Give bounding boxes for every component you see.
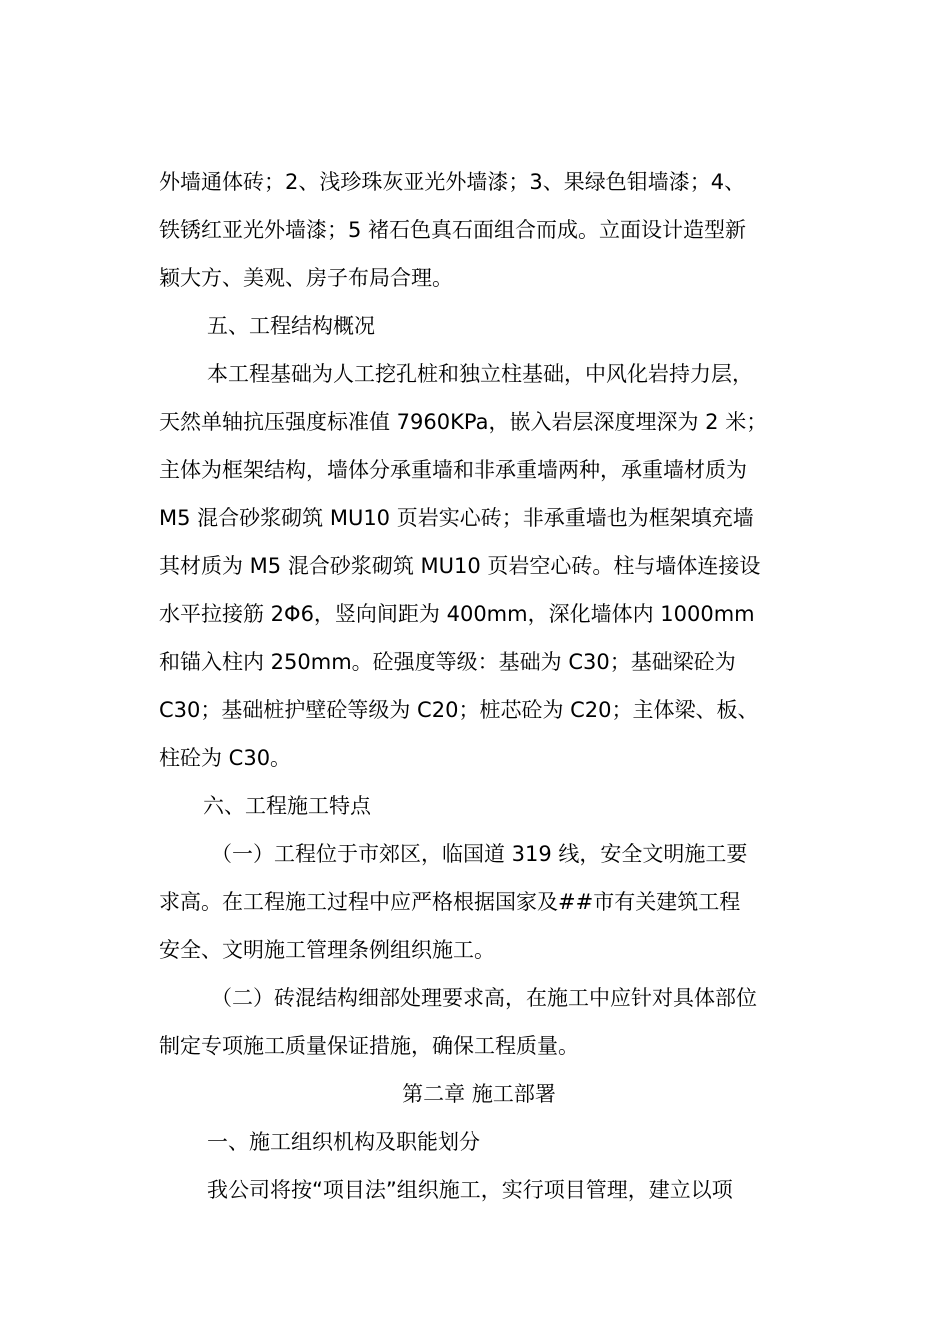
text-line: 铁锈红亚光外墙漆；5 褚石色真石面组合而成。立面设计造型新 xyxy=(159,218,747,242)
paragraph-feature-1 xyxy=(159,830,799,974)
chapter-title: 第二章 施工部署 xyxy=(402,1082,556,1106)
text-line: 我公司将按“项目法”组织施工，实行项目管理，建立以项 xyxy=(207,1178,733,1202)
paragraph-organization xyxy=(159,1166,799,1214)
text-line: 和锚入柱内 250mm。砼强度等级：基础为 C30；基础梁砼为 xyxy=(159,650,736,674)
text-line: 求高。在工程施工过程中应严格根据国家及##市有关建筑工程 xyxy=(159,890,741,914)
text-line: 天然单轴抗压强度标准值 7960KPa，嵌入岩层深度埋深为 2 米； xyxy=(159,410,768,434)
text-line: C30；基础桩护壁砼等级为 C20；桩芯砼为 C20；主体梁、板、 xyxy=(159,698,759,722)
section-heading-structure: 五、工程结构概况 xyxy=(207,314,375,338)
text-line: 主体为框架结构，墙体分承重墙和非承重墙两种，承重墙材质为 xyxy=(159,458,747,482)
text-line: 水平拉接筋 2Φ6，竖向间距为 400mm，深化墙体内 1000mm xyxy=(159,602,755,626)
text-line: 颖大方、美观、房子布局合理。 xyxy=(159,266,453,290)
text-line: 安全、文明施工管理条例组织施工。 xyxy=(159,938,495,962)
document-body xyxy=(159,158,799,1214)
paragraph-exterior-finish xyxy=(159,158,799,302)
text-line: M5 混合砂浆砌筑 MU10 页岩实心砖；非承重墙也为框架填充墙 xyxy=(159,506,754,530)
section-heading-organization: 一、施工组织机构及职能划分 xyxy=(207,1130,480,1154)
text-line: 外墙通体砖；2、浅珍珠灰亚光外墙漆；3、果绿色钼墙漆；4、 xyxy=(159,170,746,194)
text-line: （一）工程位于市郊区，临国道 319 线，安全文明施工要 xyxy=(211,842,748,866)
section-heading-features: 六、工程施工特点 xyxy=(203,794,371,818)
text-line: 制定专项施工质量保证措施，确保工程质量。 xyxy=(159,1034,579,1058)
text-line: 其材质为 M5 混合砂浆砌筑 MU10 页岩空心砖。柱与墙体连接设 xyxy=(159,554,761,578)
paragraph-structure xyxy=(159,350,799,782)
text-line: （二）砖混结构细部处理要求高，在施工中应针对具体部位 xyxy=(211,986,757,1010)
paragraph-feature-2 xyxy=(159,974,799,1070)
text-line: 本工程基础为人工挖孔桩和独立柱基础，中风化岩持力层， xyxy=(207,362,753,386)
text-line: 柱砼为 C30。 xyxy=(159,746,292,770)
